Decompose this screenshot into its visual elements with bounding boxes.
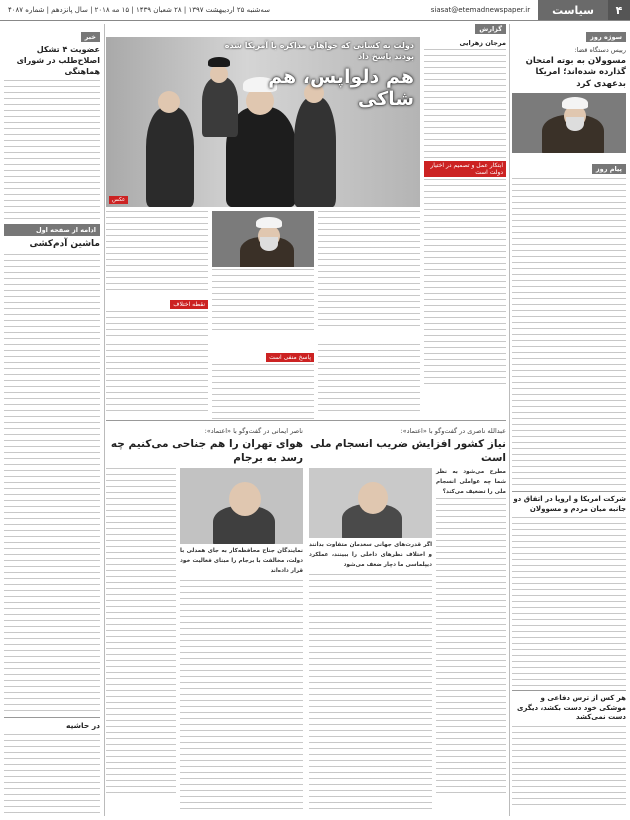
column-divider [509, 24, 510, 816]
naseri-sidebar: اگر قدرت‌های جهانی سعدمان متفاوت بدانند و اختلاف نظرهای داخلی را ببینند، عملکرد دیپلماسی ما دچار ضعف می‌شود [309, 542, 432, 568]
article-text [318, 211, 420, 331]
imani-text [106, 468, 176, 798]
article-text [212, 344, 314, 414]
masthead [0, 0, 630, 21]
man-figure [294, 97, 336, 207]
naseri-photo [309, 468, 432, 538]
photo-subheadline: دولت به کسانی که خواهان مذاکره با آمریکا شده بودند پاسخ داد [224, 41, 414, 61]
naseri-text [309, 574, 432, 814]
right-lower-text [512, 517, 626, 687]
article-quote: نقطه اختلاف [170, 300, 208, 309]
left-bottom-headline: در حاشیه [66, 720, 100, 730]
cleric-turban [562, 97, 588, 109]
imani-text [180, 580, 303, 810]
article-text [106, 311, 208, 341]
section-email: siasat@etemadnewspaper.ir [430, 6, 531, 14]
center-section [106, 24, 506, 820]
imani-article [106, 424, 303, 814]
left-label: خبر [81, 32, 100, 42]
right-lower-headline: شرکت امریکا و اروپا در اتفاق دو جانبه میان مردم و مسوولان [513, 495, 626, 513]
imani-headline: هوای تهران را هم جناحی می‌کنیم چه رسد به برجام [110, 438, 303, 465]
right-column-label: سوژه روز [586, 32, 626, 42]
right-bottom-text [512, 726, 626, 806]
right-headline: مسوولان به بوته امتحان گذارده شده‌اند؛ امریکا بدعهدی کرد [525, 56, 626, 89]
left-headline: عضویت ۴ تشکل اصلاح‌طلب در شورای هماهنگی [16, 45, 100, 76]
article-text [106, 211, 208, 291]
column-divider [104, 24, 105, 816]
report-label: گزارش [475, 24, 506, 34]
report-quote: ابتکار عمل و تصمیم در اختیار دولت است [424, 161, 506, 177]
naseri-kicker: عبدالله ناصری در گفت‌وگو با «اعتماد»: [400, 427, 506, 435]
article-text [106, 344, 208, 414]
imani-kicker: ناصر ایمانی در گفت‌وگو با «اعتماد»: [204, 427, 303, 435]
right-body-label: پیام روز [592, 164, 626, 174]
naseri-text [436, 498, 506, 798]
left-mid-headline: ماشین آدم‌کشی [29, 239, 100, 250]
left-bottom-text [4, 734, 100, 814]
report-text [424, 179, 506, 389]
naseri-subhead: مطرح می‌شود به نظر شما چه عواملی انسجام ملی را تضعیف می‌کند؟ [436, 469, 506, 495]
cleric-photo [512, 93, 626, 153]
page-number: ۴ [608, 0, 630, 20]
photo-source-badge: عکس [109, 196, 128, 204]
left-text [4, 80, 100, 220]
imani-sidebar: نمایندگان جناح محافظه‌کار به جای همدلی با دولت، مخالفت با برجام را مبنای فعالیت خود قرار داده‌اند [180, 548, 303, 574]
section-title: سیاست [538, 0, 608, 20]
right-body-text [512, 178, 626, 488]
date-line: سه‌شنبه ۲۵ اردیبهشت ۱۳۹۷ | ۲۸ شعبان ۱۴۳۹ | ۱۵ مه ۲۰۱۸ | سال پانزدهم | شماره ۴۰۸۷ [8, 6, 271, 14]
man-figure [146, 107, 194, 207]
naseri-article [309, 424, 506, 814]
left-column [4, 24, 100, 820]
article-text [212, 269, 314, 331]
left-mid-label: ادامه از صفحه اول [4, 224, 100, 236]
photo-caption [224, 41, 414, 110]
left-mid-text [4, 254, 100, 714]
report-author: مرجان زهرایی [459, 39, 506, 47]
report-text [424, 49, 506, 159]
lead-photo [106, 37, 420, 207]
right-kicker: رییس دستگاه قضا: [574, 46, 626, 54]
article-text [318, 344, 420, 414]
photo-headline: هم دلواپس، هم شاکی [268, 65, 414, 110]
imani-photo [180, 468, 303, 544]
ayatollah-photo [212, 211, 314, 267]
right-column [512, 24, 626, 820]
naseri-headline: نیاز کشور افزایش ضریب انسجام ملی است [310, 438, 506, 465]
right-bottom-headline: هر کس از ترس دفاعی و موشکی خود دست بکشد، دیگری دست نمی‌کشد [516, 694, 626, 722]
man-face [158, 91, 180, 113]
article-quote: پاسخ منفی است [266, 353, 314, 362]
